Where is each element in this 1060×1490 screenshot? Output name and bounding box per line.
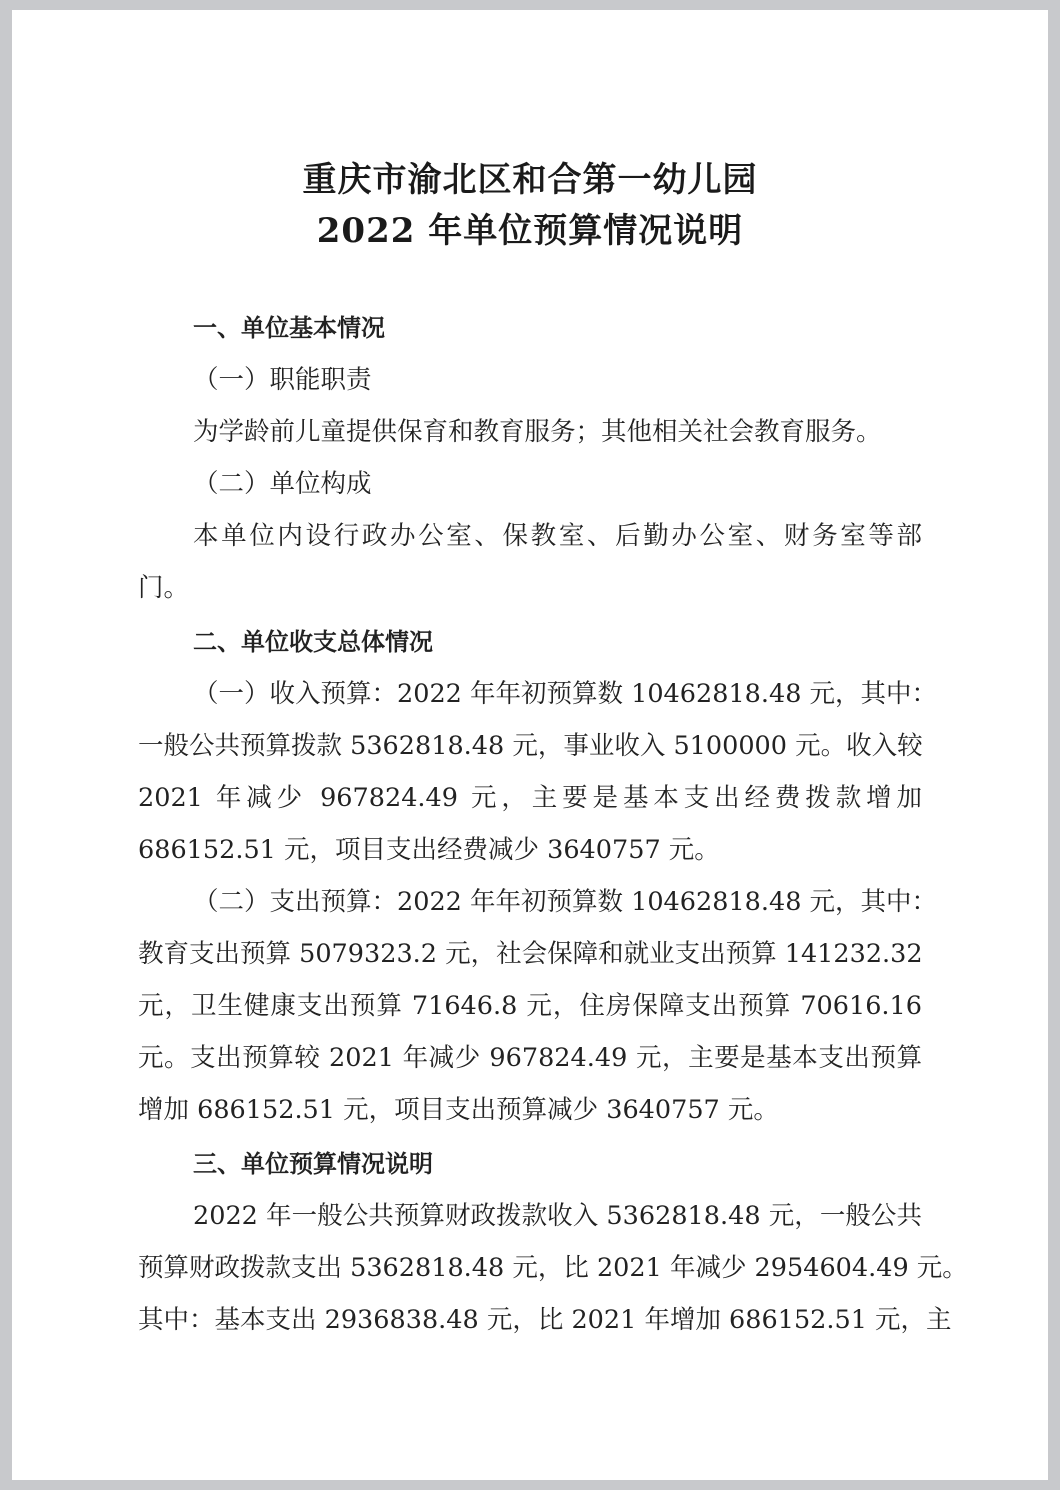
document-page (12, 10, 1048, 1480)
paragraph-line: 教育支出预算 5079323.2 元，社会保障和就业支出预算 141232.32 (138, 939, 923, 969)
section-heading-3: 三、单位预算情况说明 (193, 1150, 433, 1178)
paragraph-line: 2021 年减少 967824.49 元，主要是基本支出经费拨款增加 (138, 783, 922, 813)
paragraph-line: 本单位内设行政办公室、保教室、后勤办公室、财务室等部 (193, 521, 922, 551)
paragraph-line: 增加 686152.51 元，项目支出预算减少 3640757 元。 (138, 1095, 779, 1125)
paragraph-line: 元。支出预算较 2021 年减少 967824.49 元，主要是基本支出预算 (138, 1043, 922, 1073)
section-heading-2: 二、单位收支总体情况 (193, 628, 433, 656)
section-heading-1: 一、单位基本情况 (193, 314, 385, 342)
paragraph-line: 686152.51 元，项目支出经费减少 3640757 元。 (138, 835, 720, 865)
subsection-heading: （一）职能职责 (193, 365, 372, 395)
paragraph-line: 一般公共预算拨款 5362818.48 元，事业收入 5100000 元。收入较 (138, 731, 923, 761)
subsection-heading: （二）单位构成 (193, 469, 372, 499)
paragraph-line: 元，卫生健康支出预算 71646.8 元，住房保障支出预算 70616.16 (138, 991, 922, 1021)
paragraph-line: 门。 (138, 573, 190, 603)
paragraph-line: 其中：基本支出 2936838.48 元，比 2021 年增加 686152.51 元，主 (138, 1305, 952, 1335)
paragraph-line: 为学龄前儿童提供保育和教育服务；其他相关社会教育服务。 (193, 417, 882, 447)
paragraph-line: （二）支出预算：2022 年年初预算数 10462818.48 元，其中： (193, 887, 938, 917)
paragraph-line: 2022 年一般公共预算财政拨款收入 5362818.48 元，一般公共 (193, 1201, 922, 1231)
document-title-line-2: 2022 年单位预算情况说明 (316, 211, 744, 251)
document-title-line-1: 重庆市渝北区和合第一幼儿园 (302, 160, 758, 200)
paragraph-line: 预算财政拨款支出 5362818.48 元，比 2021 年减少 2954604.49 元。 (138, 1253, 968, 1283)
paragraph-line: （一）收入预算：2022 年年初预算数 10462818.48 元，其中： (193, 679, 938, 709)
